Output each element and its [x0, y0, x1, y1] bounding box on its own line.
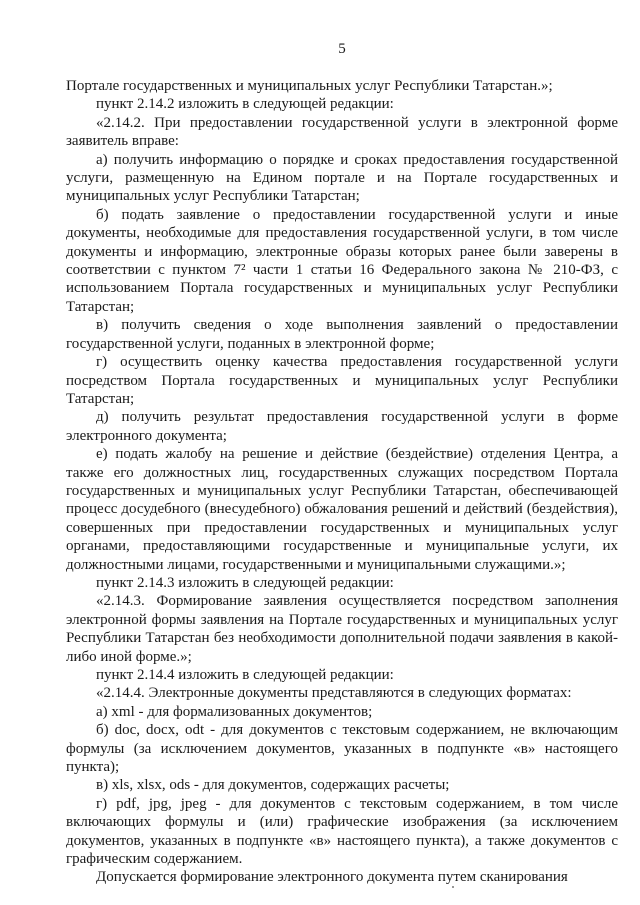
paragraph: б) подать заявление о предоставлении государственной услуги и иные документы, необходимые для предоставления государственной услуги, в том числе документы и информацию, электронные образы которых ранее были заверены в соответствии с пунктом 7² части 1 статьи 16 Федерального закона № 210-ФЗ, с использованием Портала государственных и муниципальных услуг Республики Татарстан; — [66, 206, 618, 315]
document-page — [66, 40, 618, 887]
paragraph: Допускается формирование электронного документа путем сканирования — [96, 869, 568, 886]
document-body — [66, 77, 618, 887]
paragraph: пункт 2.14.4 изложить в следующей редакции: — [96, 667, 394, 683]
paragraph: «2.14.2. При предоставлении государственной услуги в электронной форме заявитель вправе: — [66, 114, 618, 150]
paragraph: «2.14.3. Формирование заявления осуществляется посредством заполнения электронной формы заявления на Портале государственных и муниципальных услуг Республики Татарстан без необходимости дополнительной подачи заявления в какой-либо иной форме.»; — [66, 593, 618, 665]
scan-speck — [452, 886, 454, 888]
paragraph: в) xls, xlsx, ods - для документов, содержащих расчеты; — [96, 777, 450, 794]
paragraph: «2.14.4. Электронные документы представляются в следующих форматах: — [96, 685, 572, 702]
paragraph: а) получить информацию о порядке и сроках предоставления государственной услуги, размещенную на Едином портале и на Портале государственных и муниципальных услуг Республики Татарстан; — [66, 151, 618, 205]
paragraph: г) осуществить оценку качества предоставления государственной услуги посредством Портала государственных и муниципальных услуг Республики Татарстан; — [66, 354, 618, 407]
paragraph: е) подать жалобу на решение и действие (бездействие) отделения Центра, а также его должностных лиц, государственных служащих посредством Портала государственных и муниципальных услуг Республики Татарстан, обеспечивающей процесс досудебного (внесудебного) обжалования решений и действий (бездействия), совершенных при предоставлении государственных и муниципальных услуг органами, предоставляющими государственные и муниципальные услуги, их должностными лицами, государственными и муниципальными служащими.»; — [66, 446, 618, 573]
paragraph: пункт 2.14.3 изложить в следующей редакции: — [96, 574, 394, 591]
paragraph: д) получить результат предоставления государственной услуги в форме электронного документа; — [66, 409, 618, 444]
page-number: 5 — [338, 41, 346, 57]
paragraph: б) doc, docx, odt - для документов с текстовым содержанием, не включающим формулы (за исключением документов, указанных в подпункте «в» настоящего пункта); — [66, 722, 618, 776]
paragraph: пункт 2.14.2 изложить в следующей редакции: — [96, 96, 394, 113]
paragraph: в) получить сведения о ходе выполнения заявлений о предоставлении государственной услуги, поданных в электронной форме; — [66, 317, 618, 352]
paragraph: а) xml - для формализованных документов; — [96, 703, 373, 720]
paragraph: г) pdf, jpg, jpeg - для документов с текстовым содержанием, в том числе включающих формулы и (или) графические изображения (за исключением документов, указанных в подпункте «в» настоящего пункта), а также документов с графическим содержанием. — [66, 795, 618, 868]
paragraph: Портале государственных и муниципальных услуг Республики Татарстан.»; — [66, 78, 553, 94]
